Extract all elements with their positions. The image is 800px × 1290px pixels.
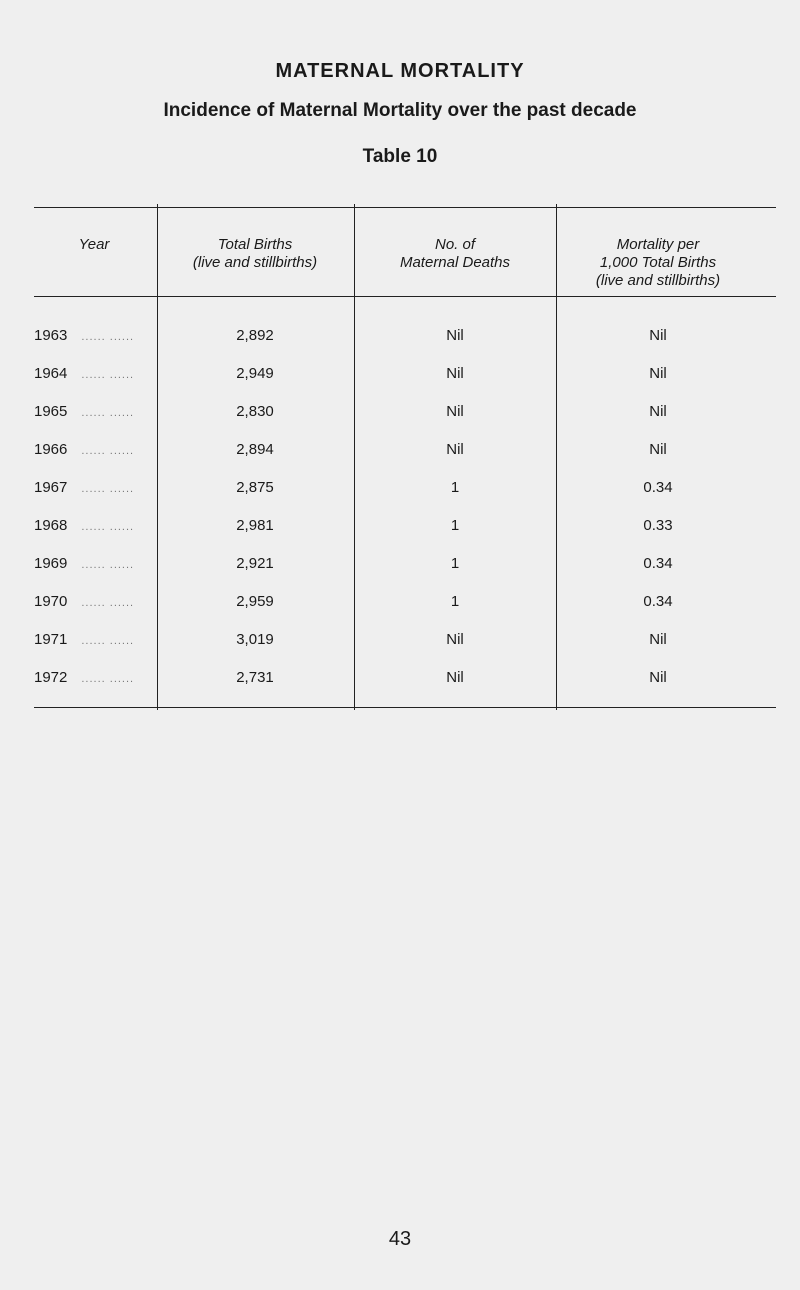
header-rate-line1: Mortality per — [616, 236, 700, 253]
column-divider — [354, 204, 355, 710]
rate-cell: 0.34 — [643, 555, 673, 572]
header-deaths-line1: No. of — [434, 236, 476, 253]
births-cell: 2,981 — [236, 517, 274, 534]
rate-cell: 0.33 — [643, 517, 673, 534]
table-top-rule — [34, 207, 776, 208]
column-header-year — [34, 236, 154, 254]
header-deaths-line2: Maternal Deaths — [399, 254, 511, 271]
rate-cell: Nil — [649, 327, 667, 344]
deaths-cell: 1 — [450, 593, 460, 610]
deaths-cell: 1 — [450, 517, 460, 534]
deaths-cell: Nil — [446, 669, 464, 686]
header-year-text: Year — [78, 236, 110, 253]
rate-cell: Nil — [649, 365, 667, 382]
year-cell: 1965 ...... ...... — [34, 403, 135, 420]
year-cell: 1968 ...... ...... — [34, 517, 135, 534]
rate-cell: Nil — [649, 631, 667, 648]
rate-cell: Nil — [649, 669, 667, 686]
header-rate-line3: (live and stillbirths) — [595, 272, 721, 289]
deaths-cell: Nil — [446, 365, 464, 382]
births-cell: 2,959 — [236, 593, 274, 610]
births-cell: 2,875 — [236, 479, 274, 496]
column-header-births — [160, 236, 350, 272]
deaths-cell: Nil — [446, 327, 464, 344]
year-cell: 1969 ...... ...... — [34, 555, 135, 572]
year-cell: 1972 ...... ...... — [34, 669, 135, 686]
column-divider — [556, 204, 557, 710]
year-cell: 1967 ...... ...... — [34, 479, 135, 496]
births-cell: 2,921 — [236, 555, 274, 572]
header-bottom-rule — [34, 296, 776, 297]
deaths-cell: Nil — [446, 441, 464, 458]
rate-cell: Nil — [649, 441, 667, 458]
year-cell: 1963 ...... ...... — [34, 327, 135, 344]
deaths-cell: Nil — [446, 403, 464, 420]
births-cell: 2,949 — [236, 365, 274, 382]
year-cell: 1970 ...... ...... — [34, 593, 135, 610]
births-cell: 2,731 — [236, 669, 274, 686]
table-label: Table 10 — [362, 146, 438, 167]
births-cell: 2,830 — [236, 403, 274, 420]
column-header-deaths — [357, 236, 553, 272]
rate-cell: 0.34 — [643, 593, 673, 610]
births-cell: 2,892 — [236, 327, 274, 344]
page-title: MATERNAL MORTALITY — [275, 60, 525, 82]
header-rate-line2: 1,000 Total Births — [599, 254, 717, 271]
table-bottom-rule — [34, 707, 776, 708]
rate-cell: 0.34 — [643, 479, 673, 496]
column-header-rate — [560, 236, 756, 290]
page-number: 43 — [388, 1228, 412, 1250]
header-births-line2: (live and stillbirths) — [192, 254, 318, 271]
page-subtitle: Incidence of Maternal Mortality over the past decade — [163, 100, 637, 121]
deaths-cell: 1 — [450, 555, 460, 572]
header-births-line1: Total Births — [217, 236, 293, 253]
births-cell: 3,019 — [236, 631, 274, 648]
column-divider — [157, 204, 158, 710]
births-cell: 2,894 — [236, 441, 274, 458]
year-cell: 1966 ...... ...... — [34, 441, 135, 458]
year-cell: 1971 ...... ...... — [34, 631, 135, 648]
deaths-cell: 1 — [450, 479, 460, 496]
rate-cell: Nil — [649, 403, 667, 420]
deaths-cell: Nil — [446, 631, 464, 648]
year-cell: 1964 ...... ...... — [34, 365, 135, 382]
